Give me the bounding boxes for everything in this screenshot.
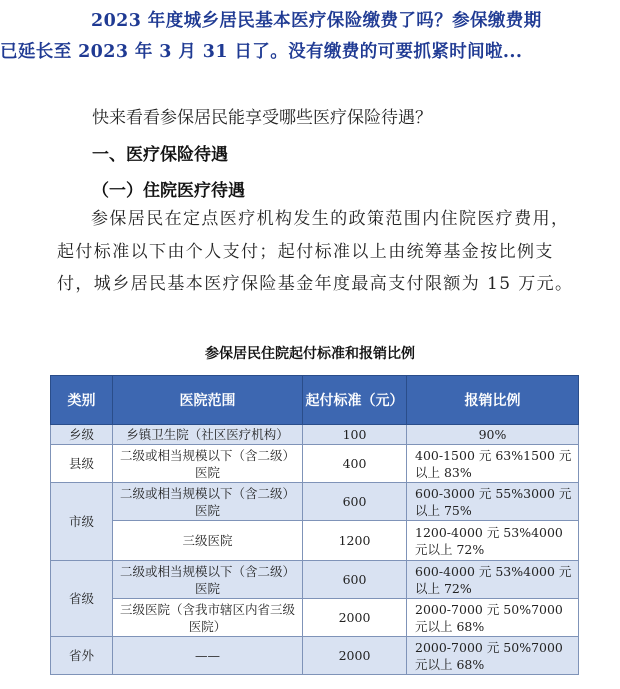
cell-category: 省外 [51,637,113,675]
cell-threshold: 2000 [303,599,407,637]
cell-scope: 三级医院（含我市辖区内省三级医院） [113,599,303,637]
cell-category: 乡级 [51,425,113,445]
article-headline [0,6,618,68]
header-category: 类别 [51,376,113,425]
cell-ratio: 90% [407,425,579,445]
cell-scope: 乡镇卫生院（社区医疗机构） [113,425,303,445]
table-row [51,599,579,637]
cell-threshold: 400 [303,445,407,483]
cell-scope: 三级医院 [113,521,303,561]
headline-line1: 2023 年度城乡居民基本医疗保险缴费了吗？参保缴费期 [91,11,542,31]
cell-category: 省级 [51,561,113,637]
cell-scope: 二级或相当规模以下（含二级）医院 [113,483,303,521]
cell-scope: —— [113,637,303,675]
table-row [51,483,579,521]
intro-text: 快来看看参保居民能享受哪些医疗保险待遇？ [92,108,432,128]
cell-scope: 二级或相当规模以下（含二级）医院 [113,561,303,599]
subsection-heading: （一）住院医疗待遇 [92,181,245,201]
cell-ratio: 400-1500 元 63%1500 元以上 83% [407,445,579,483]
cell-scope: 二级或相当规模以下（含二级）医院 [113,445,303,483]
table-row [51,445,579,483]
table-title: 参保居民住院起付标准和报销比例 [205,346,415,362]
cell-category: 市级 [51,483,113,561]
section-heading: 一、医疗保险待遇 [92,145,228,165]
table-row [51,521,579,561]
cell-threshold: 1200 [303,521,407,561]
cell-ratio: 1200-4000 元 53%4000 元以上 72% [407,521,579,561]
header-ratio: 报销比例 [407,376,579,425]
header-scope: 医院范围 [113,376,303,425]
table-row [51,425,579,445]
cell-threshold: 600 [303,483,407,521]
table-row [51,637,579,675]
reimbursement-table [50,375,579,675]
table-header-row [51,376,579,425]
cell-ratio: 2000-7000 元 50%7000 元以上 68% [407,599,579,637]
headline-line2: 已延长至 2023 年 3 月 31 日了。没有缴费的可要抓紧时间啦... [0,42,523,62]
body-paragraph: 参保居民在定点医疗机构发生的政策范围内住院医疗费用，起付标准以下由个人支付；起付标准以上由统筹基金按比例支付，城乡居民基本医疗保险基金年度最高支付限额为 15 万元。 [57,209,574,294]
cell-ratio: 600-4000 元 53%4000 元以上 72% [407,561,579,599]
table-row [51,561,579,599]
cell-threshold: 600 [303,561,407,599]
cell-threshold: 2000 [303,637,407,675]
cell-category: 县级 [51,445,113,483]
cell-threshold: 100 [303,425,407,445]
cell-ratio: 600-3000 元 55%3000 元以上 75% [407,483,579,521]
header-threshold: 起付标准（元） [303,376,407,425]
cell-ratio: 2000-7000 元 50%7000 元以上 68% [407,637,579,675]
